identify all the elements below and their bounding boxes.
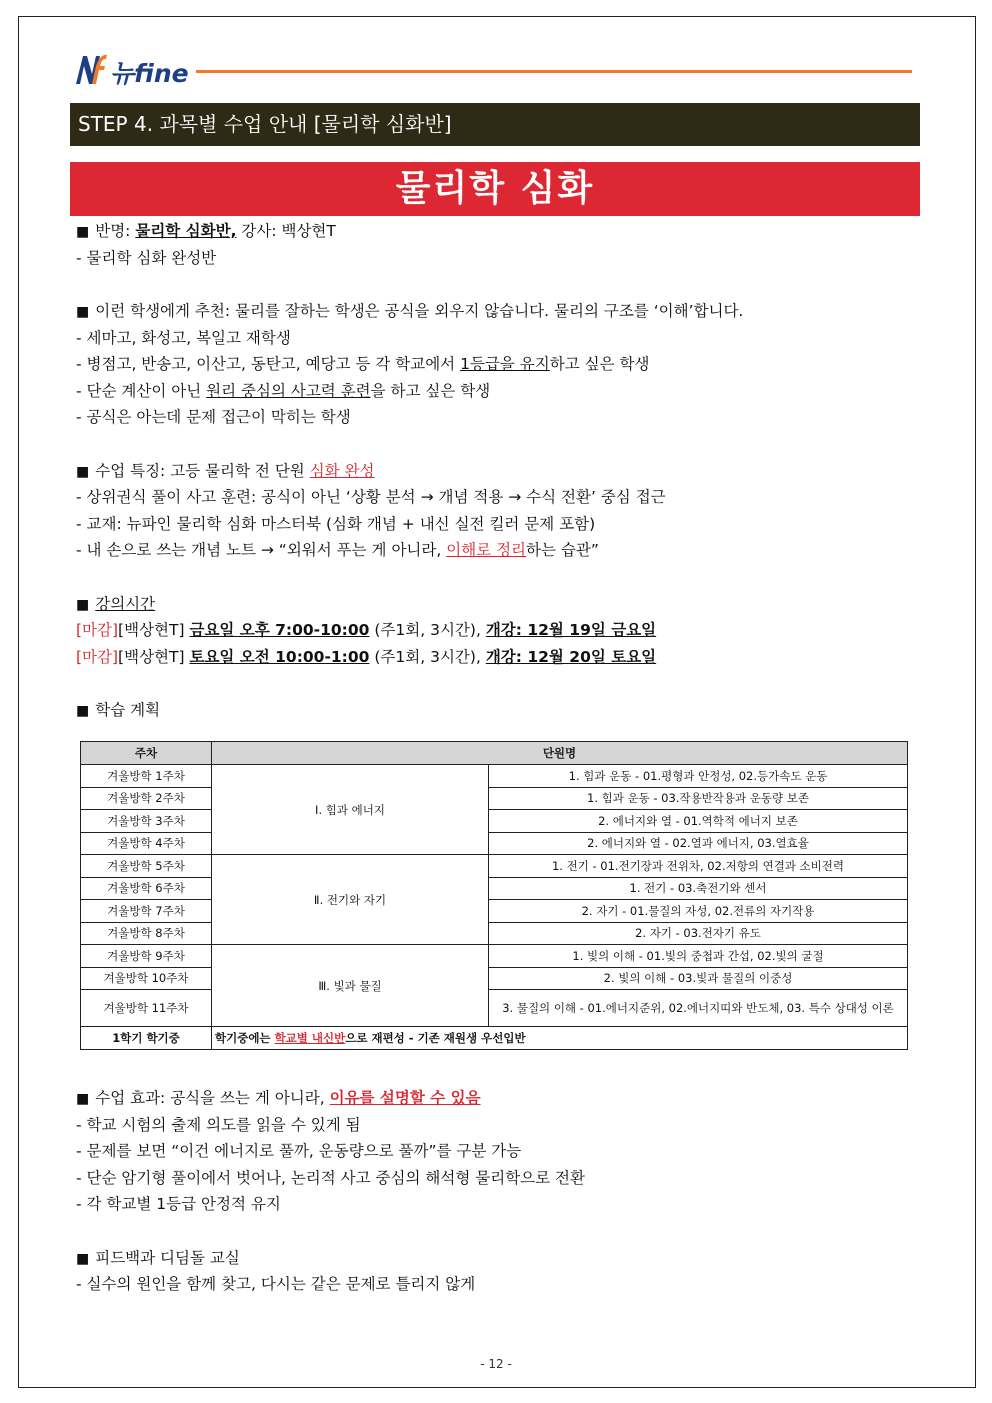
effects-item: - 문제를 보면 “이건 에너지로 풀까, 운동량으로 풀까”를 구분 가능 — [76, 1142, 522, 1160]
recommend-heading: ■ 이런 학생에게 추천: 물리를 잘하는 학생은 공식을 외우지 않습니다. 물리의 구조를 ‘이해’합니다. — [76, 302, 744, 320]
page-content-lower — [76, 1085, 926, 1298]
chapter-cell: Ⅱ. 전기와 자기 — [212, 855, 489, 945]
table-row: 겨울방학 5주차 Ⅱ. 전기와 자기 1. 전기 - 01.전기장과 전위차, 02.저항의 연결과 소비전력 — [81, 855, 908, 878]
effects-highlight: 이유를 설명할 수 있음 — [329, 1089, 481, 1107]
table-header-row — [81, 742, 908, 765]
class-description: - 물리학 심화 완성반 — [76, 248, 217, 267]
table-row: 겨울방학 7주차 2. 자기 - 01.물질의 자성, 02.전류의 자기작용 — [81, 900, 908, 923]
recommend-item: - 세마고, 화성고, 복일고 재학생 — [76, 328, 291, 347]
schedule-heading: ■ 강의시간 — [76, 594, 156, 613]
effects-item: - 단순 암기형 풀이에서 벗어나, 논리적 사고 중심의 해석형 물리학으로 전환 — [76, 1168, 585, 1187]
step-title-bar: STEP 4. 과목별 수업 안내 [물리학 심화반] — [70, 103, 920, 146]
square-bullet-icon: ■ — [76, 224, 90, 240]
features-item: - 상위권식 풀이 사고 훈련: 공식이 아닌 ‘상황 분석 → 개념 적용 → 수식 전환’ 중심 접근 — [76, 488, 666, 506]
square-bullet-icon: ■ — [76, 703, 90, 719]
effects-heading: ■ 수업 효과: 공식을 쓰는 게 아니라, 이유를 설명할 수 있음 — [76, 1089, 481, 1107]
feedback-heading: ■ 피드백과 디딤돌 교실 — [76, 1248, 240, 1267]
square-bullet-icon: ■ — [76, 463, 90, 480]
table-row: 겨울방학 1주차 Ⅰ. 힘과 에너지 1. 힘과 운동 - 01.평형과 안정성, 02.등가속도 운동 — [81, 765, 908, 788]
table-row: 겨울방학 9주차 Ⅲ. 빛과 물질 1. 빛의 이해 - 01.빛의 중첩과 간섭, 02.빛의 굴절 — [81, 945, 908, 968]
class-info-heading: ■ 반명: 물리학 심화반, 강사: 백상현T — [76, 222, 336, 240]
banner-title: 물리학 심화 — [70, 162, 920, 216]
brand-logo — [74, 46, 189, 86]
recommend-item: - 병점고, 반송고, 이산고, 동탄고, 예당고 등 각 학교에서 1등급을 유지하고 싶은 학생 — [76, 355, 650, 373]
table-row: 겨울방학 2주차 1. 힘과 운동 - 03.작용반작용과 운동량 보존 — [81, 787, 908, 810]
features-item: - 교재: 뉴파인 물리학 심화 마스터북 (심화 개념 + 내신 실전 킬러 문제 포함) — [76, 514, 596, 533]
header-divider — [196, 70, 912, 73]
status-badge: [마감] — [76, 647, 119, 666]
col-week-header: 주차 — [81, 742, 212, 765]
schedule-row: [마감][백상현T] 토요일 오전 10:00-1:00 (주1회, 3시간), 개강: 12월 20일 토요일 — [76, 647, 657, 666]
chapter-cell: Ⅰ. 힘과 에너지 — [212, 765, 489, 855]
effects-item: - 각 학교별 1등급 안정적 유지 — [76, 1195, 281, 1213]
table-row: 겨울방학 8주차 2. 자기 - 03.전자기 유도 — [81, 922, 908, 945]
schedule-row: [마감][백상현T] 금요일 오후 7:00-10:00 (주1회, 3시간), 개강: 12월 19일 금요일 — [76, 621, 657, 639]
square-bullet-icon: ■ — [76, 1091, 90, 1107]
page-number: - 12 - — [480, 1357, 512, 1371]
square-bullet-icon: ■ — [76, 596, 90, 613]
study-plan-table — [80, 741, 908, 1050]
square-bullet-icon: ■ — [76, 1250, 90, 1267]
recommend-item: - 공식은 아는데 문제 접근이 막히는 학생 — [76, 408, 351, 426]
feedback-item: - 실수의 원인을 함께 찾고, 다시는 같은 문제로 틀리지 않게 — [76, 1275, 476, 1293]
table-row: 겨울방학 4주차 2. 에너지와 열 - 02.열과 에너지, 03.열효율 — [81, 832, 908, 855]
logo-text: 뉴fine — [110, 59, 189, 88]
features-highlight: 심화 완성 — [309, 461, 375, 480]
chapter-cell: Ⅲ. 빛과 물질 — [212, 945, 489, 1027]
table-row: 겨울방학 10주차 2. 빛의 이해 - 03.빛과 물질의 이중성 — [81, 967, 908, 990]
table-row: 겨울방학 3주차 2. 에너지와 열 - 01.역학적 에너지 보존 — [81, 810, 908, 833]
effects-item: - 학교 시험의 출제 의도를 읽을 수 있게 됨 — [76, 1115, 361, 1134]
status-badge: [마감] — [76, 621, 119, 639]
plan-heading: ■ 학습 계획 — [76, 701, 161, 719]
col-unit-header: 단원명 — [212, 742, 908, 765]
teacher-label: 강사: 백상현T — [236, 222, 336, 240]
features-item: - 내 손으로 쓰는 개념 노트 → “외워서 푸는 게 아니라, 이해로 정리하는 습관” — [76, 541, 599, 559]
table-row-final: 1학기 학기중 학기중에는 학교별 내신반으로 재편성 - 기존 재원생 우선입반 — [81, 1027, 908, 1050]
table-row: 겨울방학 6주차 1. 전기 - 03.축전기와 센서 — [81, 877, 908, 900]
table-row: 겨울방학 11주차 3. 물질의 이해 - 01.에너지준위, 02.에너지띠와 반도체, 03. 특수 상대성 이론 — [81, 990, 908, 1027]
class-name: 물리학 심화반, — [135, 222, 237, 240]
page-content — [76, 218, 926, 724]
recommend-item: - 단순 계산이 아닌 원리 중심의 사고력 훈련을 하고 싶은 학생 — [76, 381, 491, 400]
square-bullet-icon: ■ — [76, 304, 90, 320]
features-heading: ■ 수업 특징: 고등 물리학 전 단원 심화 완성 — [76, 461, 375, 480]
nf-logo-icon — [74, 52, 108, 86]
